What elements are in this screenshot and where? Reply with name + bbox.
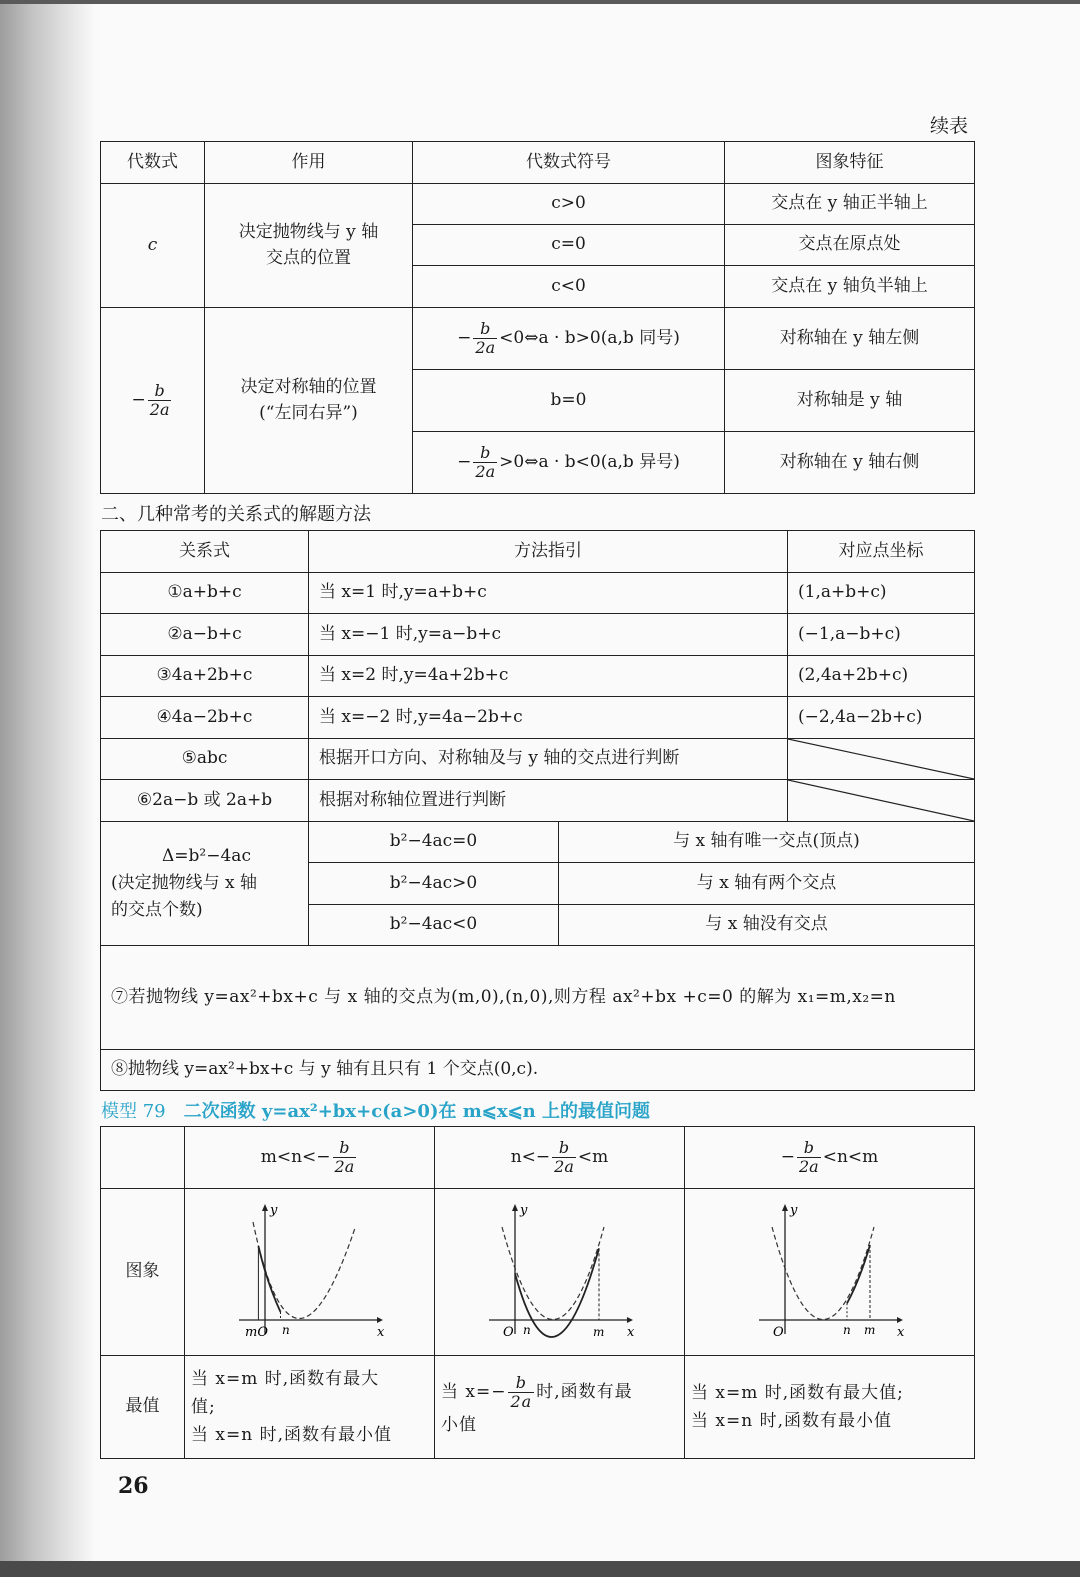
graph-case1-cell [185, 1189, 435, 1356]
delta-expr: Δ=b²−4ac [162, 845, 251, 866]
graph-case3 [755, 1202, 905, 1342]
axis-feature-left: 对称轴在 y 轴左侧 [725, 308, 975, 370]
image-row-label: 图象 [101, 1189, 185, 1356]
case3-header: − $\frac{b}{2a}$ <n<m [685, 1127, 975, 1189]
case1-fraction: $\frac{b}{2a}$ [334, 1138, 355, 1176]
relation-method: 当 x=2 时,y=4a+2b+c [309, 656, 788, 697]
delta-cell [101, 822, 309, 946]
relation-method: 根据开口方向、对称轴及与 y 轴的交点进行判断 [309, 739, 788, 780]
relation-expr: ④4a−2b+c [101, 697, 309, 739]
case2-extremum-line2: 小值 [441, 1415, 477, 1436]
axis-sign-right-fraction: $\frac{b}{2a}$ [475, 443, 496, 481]
case3-extremum [685, 1356, 975, 1459]
m-label: m [863, 1323, 875, 1337]
relation-expr: ①a+b+c [101, 573, 309, 614]
c-feature-positive: 交点在 y 轴正半轴上 [725, 184, 975, 225]
case2-extremum-fraction: $\frac{b}{2a}$ [510, 1373, 533, 1412]
empty-diagonal-cell [788, 739, 975, 780]
coefficient-table [100, 141, 975, 494]
case3-extremum-line1: 当 x=m 时,函数有最大值; [691, 1382, 904, 1403]
c-role-cell [205, 184, 413, 308]
axis-expr-fraction: $\frac{b}{2a}$ [149, 381, 170, 419]
axis-sign-left: − $\frac{b}{2a}$ <0⇔a · b>0(a,b 同号) [413, 308, 725, 370]
delta-result-zero: 与 x 轴有唯一交点(顶点) [559, 822, 975, 863]
relation-coord: (2,4a+2b+c) [788, 656, 975, 697]
relation-coord: (−1,a−b+c) [788, 614, 975, 656]
m-origin-label: mO [244, 1325, 268, 1340]
case2-extremum [435, 1356, 685, 1459]
c-role-line2: 交点的位置 [266, 247, 351, 268]
x-label: x [896, 1325, 904, 1340]
case2-extremum-line1: 当 x=− $\frac{b}{2a}$ 时,函数有最 [441, 1373, 633, 1412]
c-feature-zero: 交点在原点处 [725, 225, 975, 266]
x-axis-arrow [377, 1317, 383, 1323]
x-axis-arrow [627, 1317, 633, 1323]
delta-result-negative: 与 x 轴没有交点 [559, 905, 975, 946]
relations-table [100, 530, 975, 1091]
graph-case2 [485, 1202, 635, 1342]
y-label: y [519, 1203, 527, 1218]
delta-condition-negative: b²−4ac<0 [309, 905, 559, 946]
axis-sign-zero: b=0 [413, 370, 725, 432]
axis-feature-right: 对称轴在 y 轴右侧 [725, 432, 975, 494]
graph-case3-cell [685, 1189, 975, 1356]
note-8: ⑧抛物线 y=ax²+bx+c 与 y 轴有且只有 1 个交点(0,c). [101, 1050, 975, 1091]
case1-extremum-line2: 值; [191, 1396, 216, 1417]
table-row [101, 614, 975, 656]
relation-expr: ②a−b+c [101, 614, 309, 656]
empty-diagonal-cell [788, 780, 975, 822]
x-label: x [626, 1325, 634, 1340]
axis-expr-cell [101, 308, 205, 494]
relation-method: 当 x=−1 时,y=a−b+c [309, 614, 788, 656]
case2-fraction: $\frac{b}{2a}$ [554, 1138, 574, 1176]
header-relation: 关系式 [101, 531, 309, 573]
relation-expr: ③4a+2b+c [101, 656, 309, 697]
book-spine-shadow [0, 0, 95, 1577]
c-sign-zero: c=0 [413, 225, 725, 266]
top-border [0, 0, 1080, 4]
delta-condition-positive: b²−4ac>0 [309, 863, 559, 905]
case1-header: m<n<− $\frac{b}{2a}$ [185, 1127, 435, 1189]
relation-method: 当 x=−2 时,y=4a−2b+c [309, 697, 788, 739]
m-label: m [592, 1325, 604, 1339]
header-expr: 代数式 [101, 142, 205, 184]
bottom-border [0, 1561, 1080, 1577]
header-coord: 对应点坐标 [788, 531, 975, 573]
y-label: y [789, 1203, 797, 1218]
header-method: 方法指引 [309, 531, 788, 573]
case3-extremum-line2: 当 x=n 时,函数有最小值 [691, 1411, 892, 1431]
n-label: n [281, 1323, 290, 1337]
section2-title: 二、几种常考的关系式的解题方法 [101, 504, 371, 525]
case1-extremum [185, 1356, 435, 1459]
relation-coord: (−2,4a−2b+c) [788, 697, 975, 739]
corner-cell [101, 1127, 185, 1189]
y-axis-arrow [512, 1204, 518, 1211]
case2-header: n<− $\frac{b}{2a}$ <m [435, 1127, 685, 1189]
axis-role-line1: 决定对称轴的位置 [240, 377, 377, 397]
parabola-segment [258, 1246, 280, 1312]
delta-note2: 的交点个数) [111, 900, 203, 921]
x-axis-arrow [897, 1317, 903, 1323]
model-number: 模型 79 [101, 1101, 166, 1122]
c-expr-cell [101, 184, 205, 308]
axis-sign-right: − $\frac{b}{2a}$ >0⇔a · b<0(a,b 异号) [413, 432, 725, 494]
header-feature: 图象特征 [725, 142, 975, 184]
origin-label: O [502, 1325, 514, 1340]
axis-feature-zero: 对称轴是 y 轴 [725, 370, 975, 432]
note-7: ⑦若抛物线 y=ax²+bx+c 与 x 轴的交点为(m,0),(n,0),则方程 ax²+bx +c=0 的解为 x₁=m,x₂=n [101, 946, 975, 1050]
table-row [101, 780, 975, 822]
origin-label: O [772, 1325, 784, 1340]
table-row [101, 573, 975, 614]
page-number: 26 [118, 1473, 149, 1499]
c-expr: c [147, 234, 158, 255]
case3-fraction: $\frac{b}{2a}$ [798, 1138, 819, 1176]
axis-expr-sign: − [131, 390, 146, 410]
max-row-label: 最值 [101, 1356, 185, 1459]
extremum-table [100, 1126, 975, 1459]
axis-role-cell [205, 308, 413, 494]
c-sign-positive: c>0 [413, 184, 725, 225]
parabola-dashed [772, 1227, 874, 1320]
model-title: 二次函数 y=ax²+bx+c(a>0)在 m⩽x⩽n 上的最值问题 [183, 1101, 651, 1122]
y-axis-arrow [262, 1204, 268, 1211]
delta-note1: (决定抛物线与 x 轴 [111, 872, 258, 893]
delta-result-positive: 与 x 轴有两个交点 [559, 863, 975, 905]
diagonal-line [788, 780, 974, 821]
relation-expr: ⑥2a−b 或 2a+b [101, 780, 309, 822]
c-feature-negative: 交点在 y 轴负半轴上 [725, 266, 975, 308]
continued-label: 续表 [930, 115, 969, 137]
table-row [101, 697, 975, 739]
n-label: n [842, 1323, 851, 1337]
case1-extremum-line1: 当 x=m 时,函数有最大 [191, 1368, 380, 1389]
y-label: y [269, 1203, 277, 1218]
y-axis-arrow [782, 1204, 788, 1211]
relation-method: 当 x=1 时,y=a+b+c [309, 573, 788, 614]
header-role: 作用 [205, 142, 413, 184]
graph-case2-cell [435, 1189, 685, 1356]
c-role-line1: 决定抛物线与 y 轴 [238, 222, 379, 242]
table-row [101, 656, 975, 697]
relation-method: 根据对称轴位置进行判断 [309, 780, 788, 822]
table-row [101, 739, 975, 780]
graph-case1 [235, 1202, 385, 1342]
parabola-dashed [253, 1222, 355, 1319]
case1-extremum-line3: 当 x=n 时,函数有最小值 [191, 1425, 392, 1446]
c-sign-negative: c<0 [413, 266, 725, 308]
model-heading [101, 1097, 650, 1123]
n-label: n [522, 1323, 531, 1337]
x-label: x [376, 1325, 384, 1340]
parabola-dashed [502, 1227, 604, 1320]
relation-expr: ⑤abc [101, 739, 309, 780]
relation-coord: (1,a+b+c) [788, 573, 975, 614]
axis-sign-left-fraction: $\frac{b}{2a}$ [475, 319, 496, 357]
header-sign: 代数式符号 [413, 142, 725, 184]
diagonal-line [788, 739, 974, 779]
delta-condition-zero: b²−4ac=0 [309, 822, 559, 863]
axis-role-line2: (“左同右异”) [259, 402, 358, 423]
